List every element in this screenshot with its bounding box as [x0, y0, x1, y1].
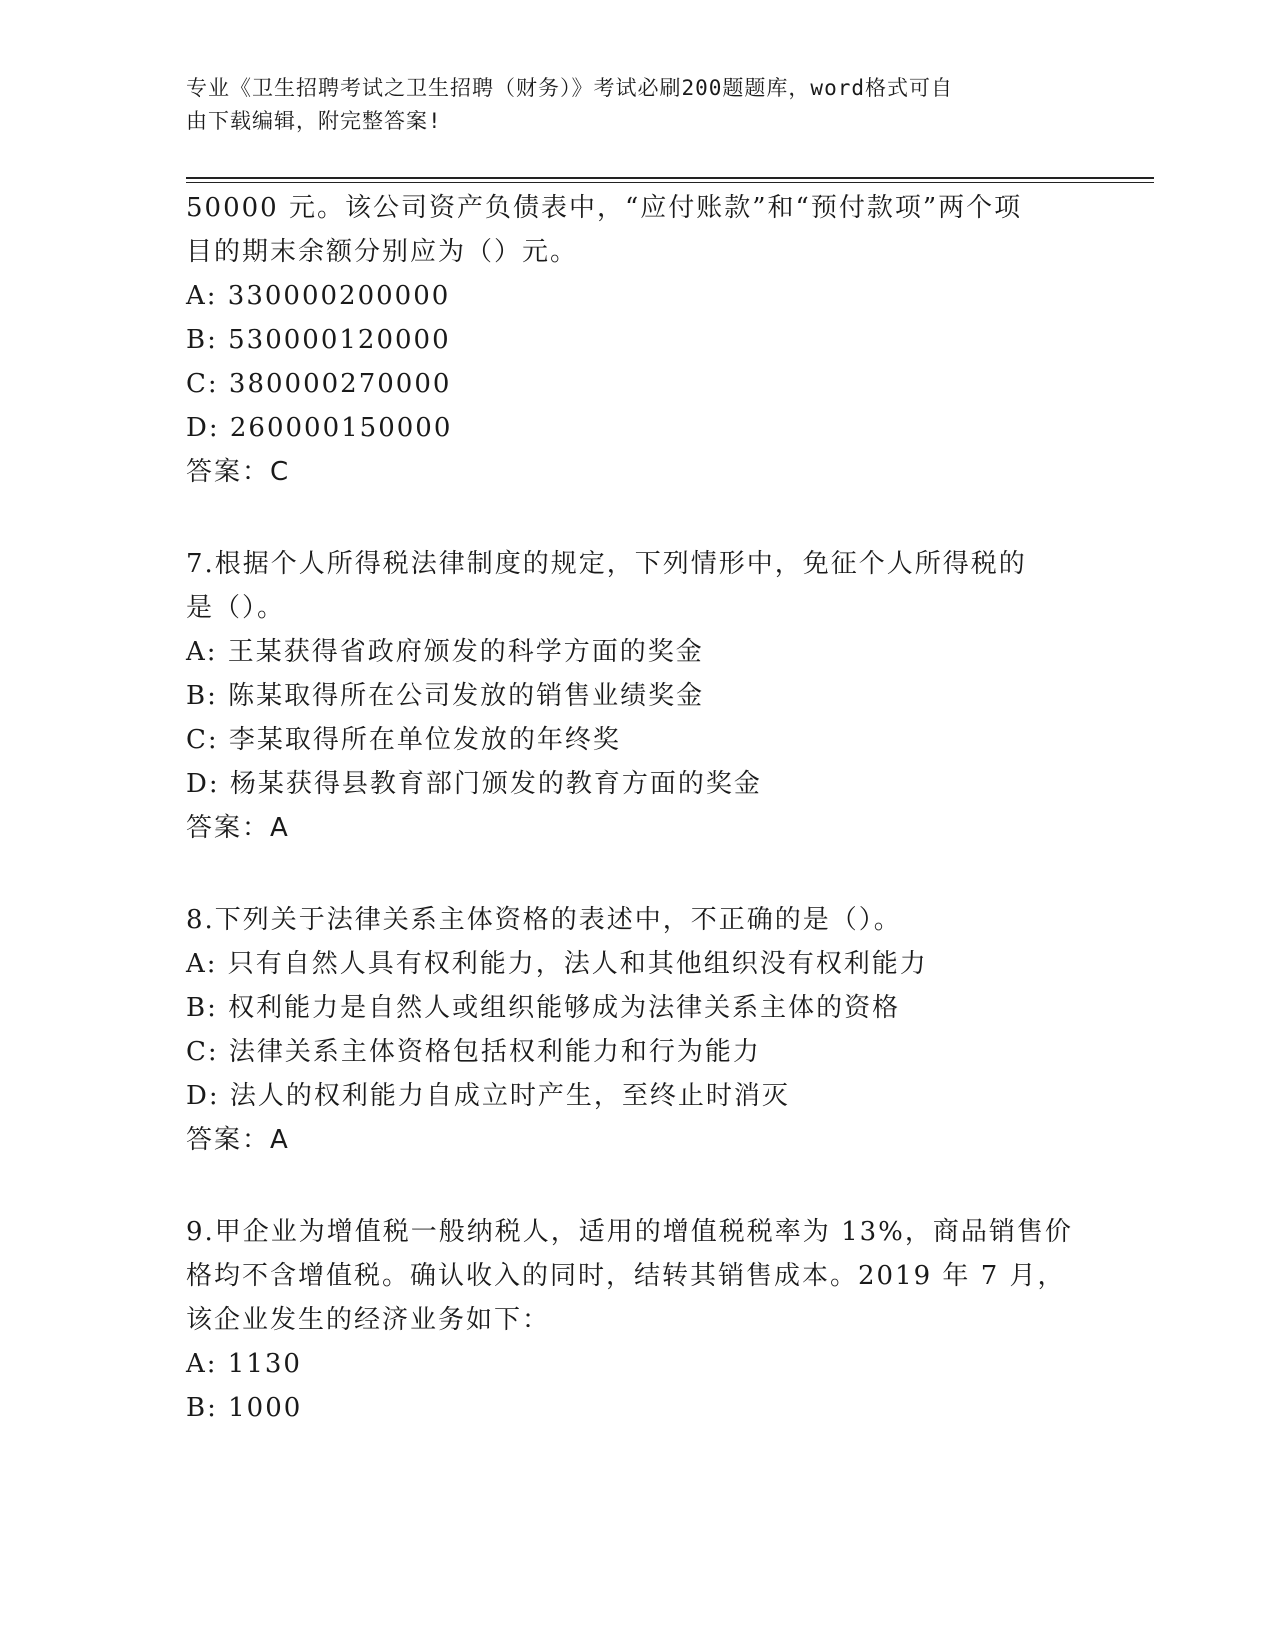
- q8-option-a: A: 只有自然人具有权利能力，法人和其他组织没有权利能力: [186, 949, 928, 979]
- q9-stem-line-1: 9.甲企业为增值税一般纳税人，适用的增值税税率为 13%，商品销售价: [186, 1217, 1073, 1247]
- header-divider-thin: [186, 182, 1154, 183]
- q6-option-c: C: 380000270000: [186, 369, 452, 399]
- q8-option-b: B: 权利能力是自然人或组织能够成为法律关系主体的资格: [186, 993, 901, 1023]
- header-line-2: 由下载编辑，附完整答案!: [186, 109, 442, 133]
- q9-stem-line-2: 格均不含增值税。确认收入的同时，结转其销售成本。2019 年 7 月，: [186, 1261, 1066, 1291]
- q7-option-c: C: 李某取得所在单位发放的年终奖: [186, 725, 621, 755]
- q6-stem-line-2: 目的期末余额分别应为（）元。: [186, 237, 579, 267]
- q7-option-d: D: 杨某获得县教育部门颁发的教育方面的奖金: [186, 769, 762, 799]
- q8-option-d: D: 法人的权利能力自成立时产生，至终止时消灭: [186, 1081, 790, 1111]
- q9-option-b: B: 1000: [186, 1393, 303, 1423]
- document-header: [186, 72, 1086, 138]
- q7-option-b: B: 陈某取得所在公司发放的销售业绩奖金: [186, 681, 705, 711]
- q7-option-a: A: 王某获得省政府颁发的科学方面的奖金: [186, 637, 704, 667]
- q7-stem-line-1: 7.根据个人所得税法律制度的规定，下列情形中，免征个人所得税的: [186, 549, 1027, 579]
- q9-option-a: A: 1130: [186, 1349, 302, 1379]
- header-line-1: 专业《卫生招聘考试之卫生招聘（财务）》考试必刷200题题库，word格式可自: [186, 76, 953, 100]
- q8-stem-line-1: 8.下列关于法律关系主体资格的表述中，不正确的是（）。: [186, 905, 902, 935]
- q6-stem-line-1: 50000 元。该公司资产负债表中，“应付账款”和“预付款项”两个项: [186, 193, 1023, 223]
- header-divider-thick: [186, 177, 1154, 179]
- q9-stem-line-3: 该企业发生的经济业务如下：: [186, 1305, 551, 1335]
- q6-option-a: A: 330000200000: [186, 281, 451, 311]
- q8-option-c: C: 法律关系主体资格包括权利能力和行为能力: [186, 1037, 761, 1067]
- q7-stem-line-2: 是（）。: [186, 593, 286, 623]
- q6-option-d: D: 260000150000: [186, 413, 453, 443]
- q7-answer: 答案：A: [186, 813, 290, 843]
- q6-option-b: B: 530000120000: [186, 325, 451, 355]
- q6-answer: 答案：C: [186, 457, 291, 487]
- q8-answer: 答案：A: [186, 1125, 290, 1155]
